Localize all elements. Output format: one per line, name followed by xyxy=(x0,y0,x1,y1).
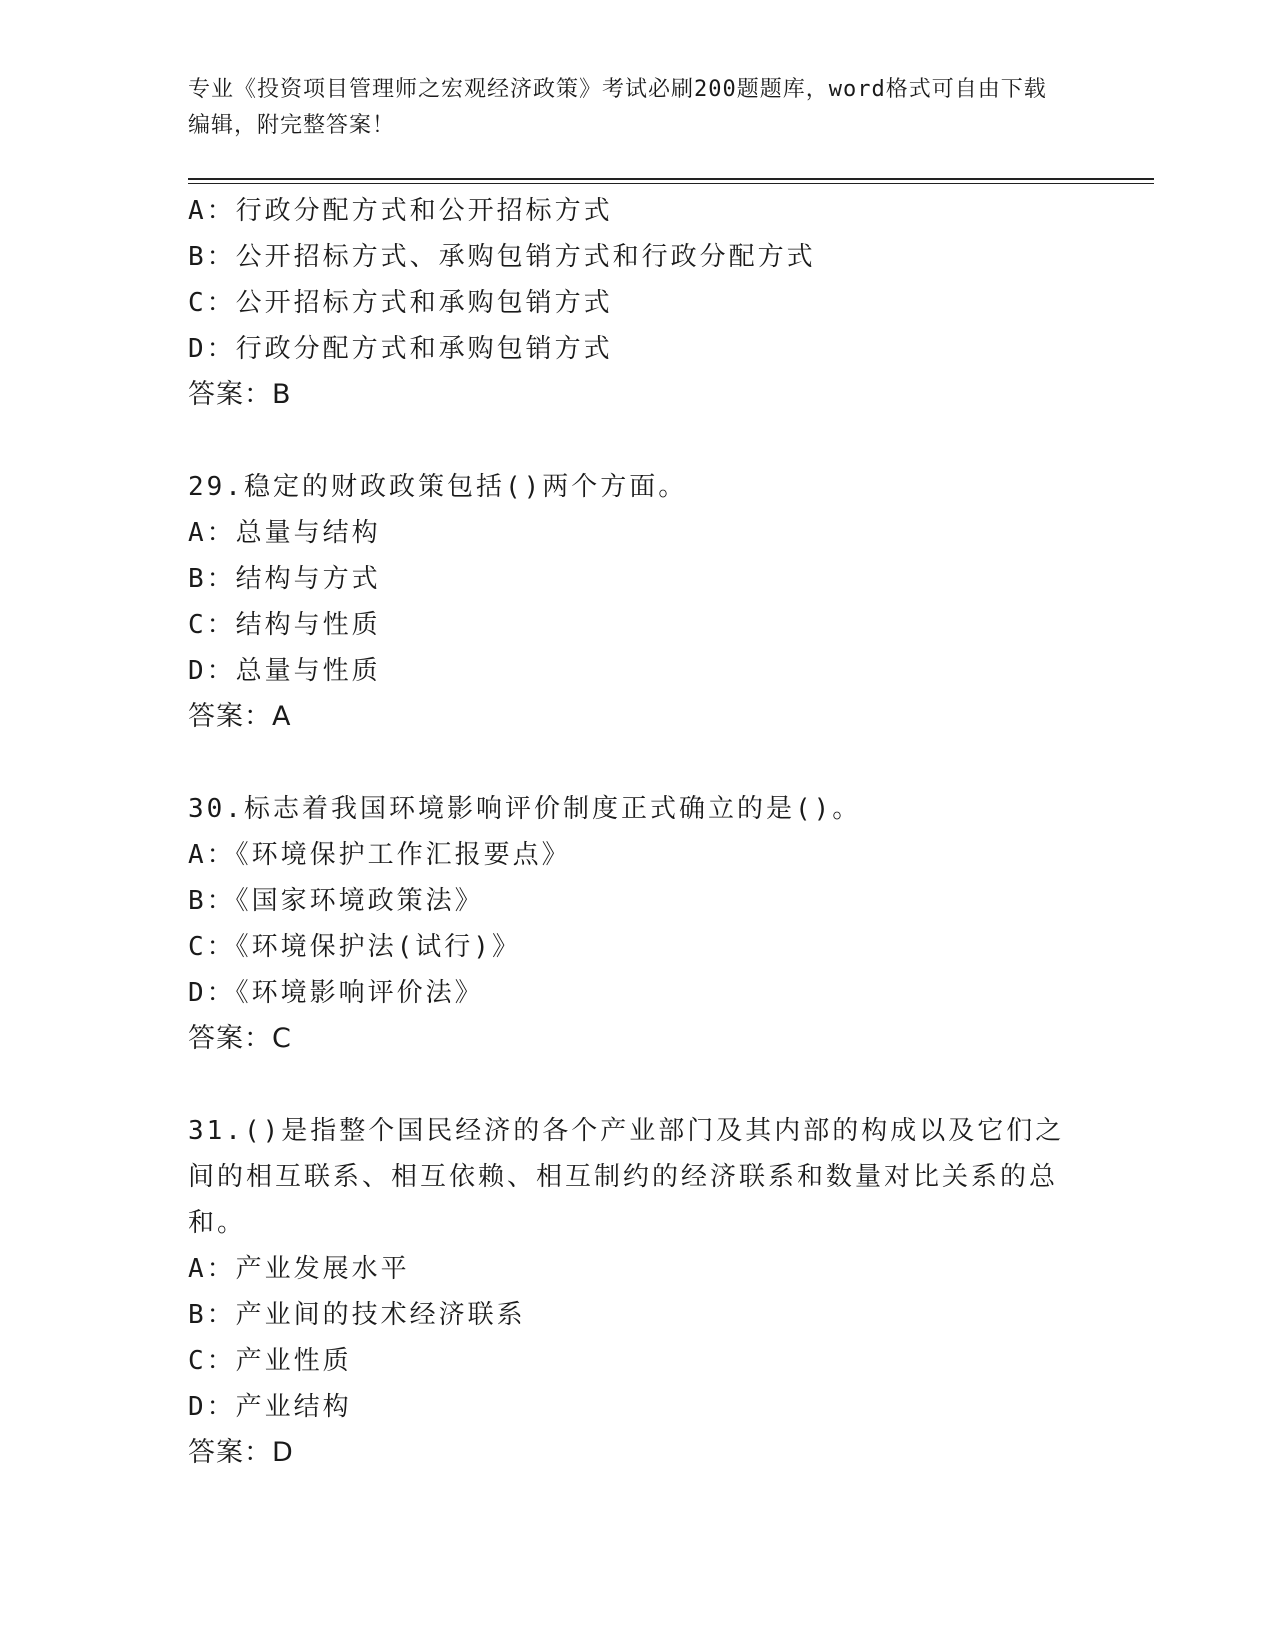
option-d: D：总量与性质 xyxy=(188,656,381,686)
question-29 xyxy=(188,464,1088,740)
option-b: B：公开招标方式、承购包销方式和行政分配方式 xyxy=(188,242,816,272)
answer-line: 答案：A xyxy=(188,701,292,732)
option-d: D：《环境影响评价法》 xyxy=(188,978,484,1008)
question-stem: 29.稳定的财政政策包括()两个方面。 xyxy=(188,472,688,502)
answer-line: 答案：C xyxy=(188,1023,292,1054)
question-stem: 31.()是指整个国民经济的各个产业部门及其内部的构成以及它们之间的相互联系、相互依赖、相互制约的经济联系和数量对比关系的总和。 xyxy=(188,1116,1065,1238)
option-d: D：产业结构 xyxy=(188,1392,352,1422)
spacer xyxy=(188,1062,1088,1108)
spacer xyxy=(188,740,1088,786)
question-stem: 30.标志着我国环境影响评价制度正式确立的是()。 xyxy=(188,794,862,824)
question-list xyxy=(188,188,1088,1476)
spacer xyxy=(188,418,1088,464)
option-a: A：《环境保护工作汇报要点》 xyxy=(188,840,571,870)
option-b: B：《国家环境政策法》 xyxy=(188,886,484,916)
question-31 xyxy=(188,1108,1088,1476)
option-c: C：《环境保护法(试行)》 xyxy=(188,932,521,962)
option-a: A：总量与结构 xyxy=(188,518,381,548)
option-b: B：产业间的技术经济联系 xyxy=(188,1300,526,1330)
option-d: D：行政分配方式和承购包销方式 xyxy=(188,334,613,364)
question-30 xyxy=(188,786,1088,1062)
option-a: A：产业发展水平 xyxy=(188,1254,410,1284)
option-a: A：行政分配方式和公开招标方式 xyxy=(188,196,613,226)
option-c: C：公开招标方式和承购包销方式 xyxy=(188,288,613,318)
answer-line: 答案：D xyxy=(188,1437,294,1468)
document-header: 专业《投资项目管理师之宏观经济政策》考试必刷200题题库，word格式可自由下载编辑，附完整答案！ xyxy=(188,77,1047,138)
answer-line: 答案：B xyxy=(188,379,292,410)
header-divider xyxy=(188,178,1154,184)
option-c: C：结构与性质 xyxy=(188,610,381,640)
option-b: B：结构与方式 xyxy=(188,564,381,594)
previous-question-block xyxy=(188,188,1088,418)
option-c: C：产业性质 xyxy=(188,1346,352,1376)
